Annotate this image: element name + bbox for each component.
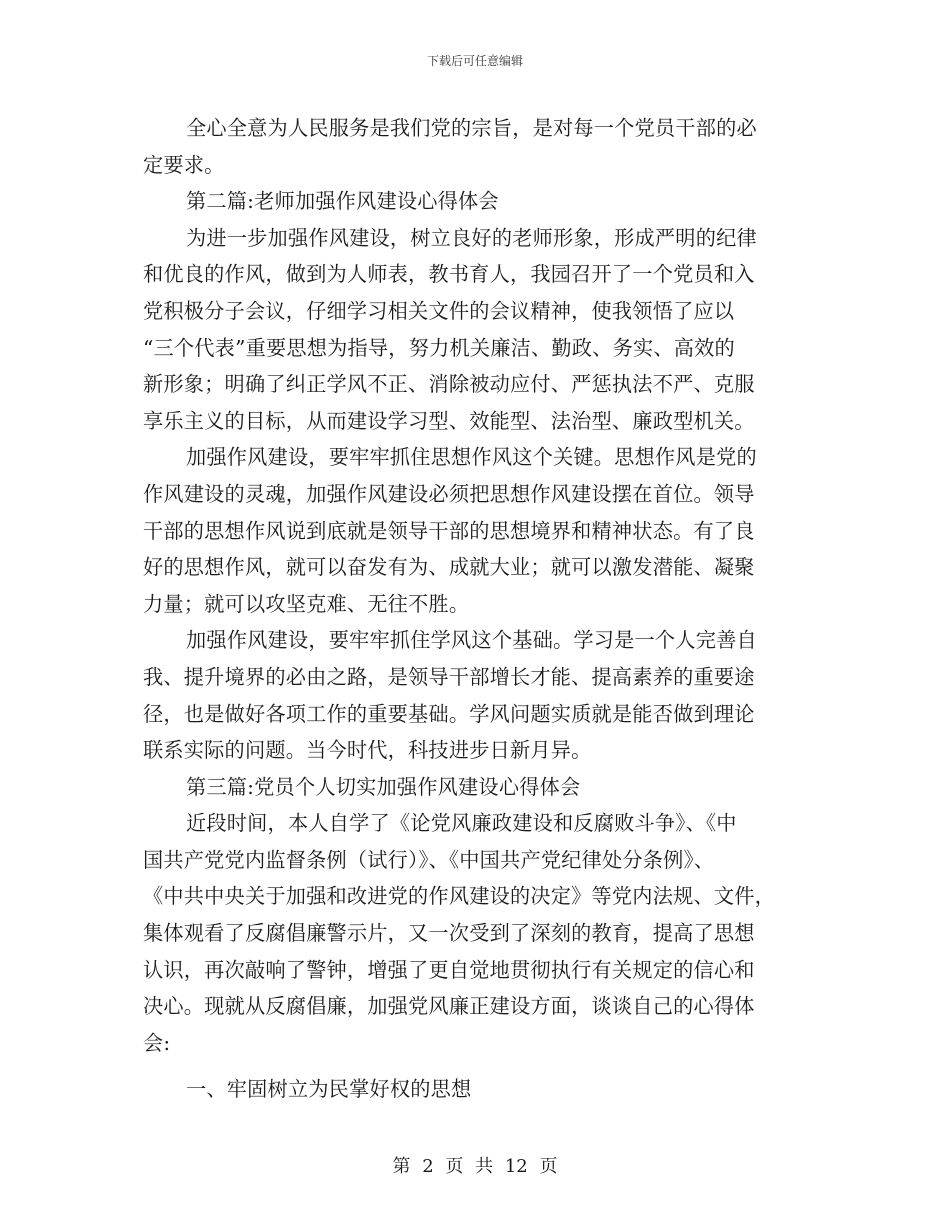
paragraph-line: 作风建设的灵魂，加强作风建设必须把思想作风建设摆在首位。领导 [143,481,755,506]
paragraph-line: 和优良的作风，做到为人师表，教书育人，我园召开了一个党员和入 [143,262,755,287]
paragraph-line: 国共产党党内监督条例（试行）》、《中国共产党纪律处分条例》、 [143,847,715,872]
paragraph-line: 好的思想作风，就可以奋发有为、成就大业；就可以激发潜能、凝聚 [143,555,755,580]
paragraph-line: 认识，再次敲响了警钟，增强了更自觉地贯彻执行有关规定的信心和 [143,957,755,982]
paragraph-line: 定要求。 [143,152,225,177]
paragraph-line: 党积极分子会议，仔细学习相关文件的会议精神，使我领悟了应以 [143,298,735,323]
paragraph-line: 决心。现就从反腐倡廉，加强党风廉正建设方面，谈谈自己的心得体 [143,994,755,1019]
paragraph-line: 加强作风建设，要牢牢抓住学风这个基础。学习是一个人完善自 [186,628,757,653]
page-header: 下载后可任意编辑 [426,54,523,68]
paragraph-line: 全心全意为人民服务是我们党的宗旨，是对每一个党员干部的必 [186,116,757,140]
paragraph-line: 干部的思想作风说到底就是领导干部的思想境界和精神状态。有了良 [143,518,755,543]
subsection-heading: 一、牢固树立为民掌好权的思想 [186,1077,472,1102]
document-body [143,110,807,1108]
paragraph-line: 《中共中央关于加强和改进党的作风建设的决定》等党内法规、文件， [143,884,776,909]
section-heading-2: 第二篇:老师加强作风建设心得体会 [186,189,499,214]
paragraph-line: 我、提升境界的必由之路，是领导干部增长才能、提高素养的重要途 [143,664,755,689]
paragraph-line: 集体观看了反腐倡廉警示片，又一次受到了深刻的教育，提高了思想 [143,921,755,946]
paragraph-line: 享乐主义的目标，从而建设学习型、效能型、法治型、廉政型机关。 [143,408,755,433]
section-heading-3: 第三篇:党员个人切实加强作风建设心得体会 [186,774,581,799]
paragraph-line: 联系实际的问题。当今时代，科技进步日新月异。 [143,738,592,763]
paragraph-line: 新形象；明确了纠正学风不正、消除被动应付、严惩执法不严、克服 [143,372,755,397]
paragraph-line: 力量；就可以攻坚克难、无往不胜。 [143,591,470,616]
paragraph-line: 会: [143,1030,171,1055]
paragraph-line: 加强作风建设，要牢牢抓住思想作风这个关键。思想作风是党的 [186,445,757,470]
paragraph-line: 为进一步加强作风建设，树立良好的老师形象，形成严明的纪律 [186,225,757,250]
paragraph-line: “三个代表”重要思想为指导，努力机关廉洁、勤政、务实、高效的 [143,335,735,360]
paragraph-line: 径，也是做好各项工作的重要基础。学风问题实质就是能否做到理论 [143,701,755,726]
paragraph-line: 近段时间，本人自学了《论党风廉政建设和反腐败斗争》、《中 [186,811,737,836]
page-number: 第 2 页 共 12 页 [392,1156,558,1177]
